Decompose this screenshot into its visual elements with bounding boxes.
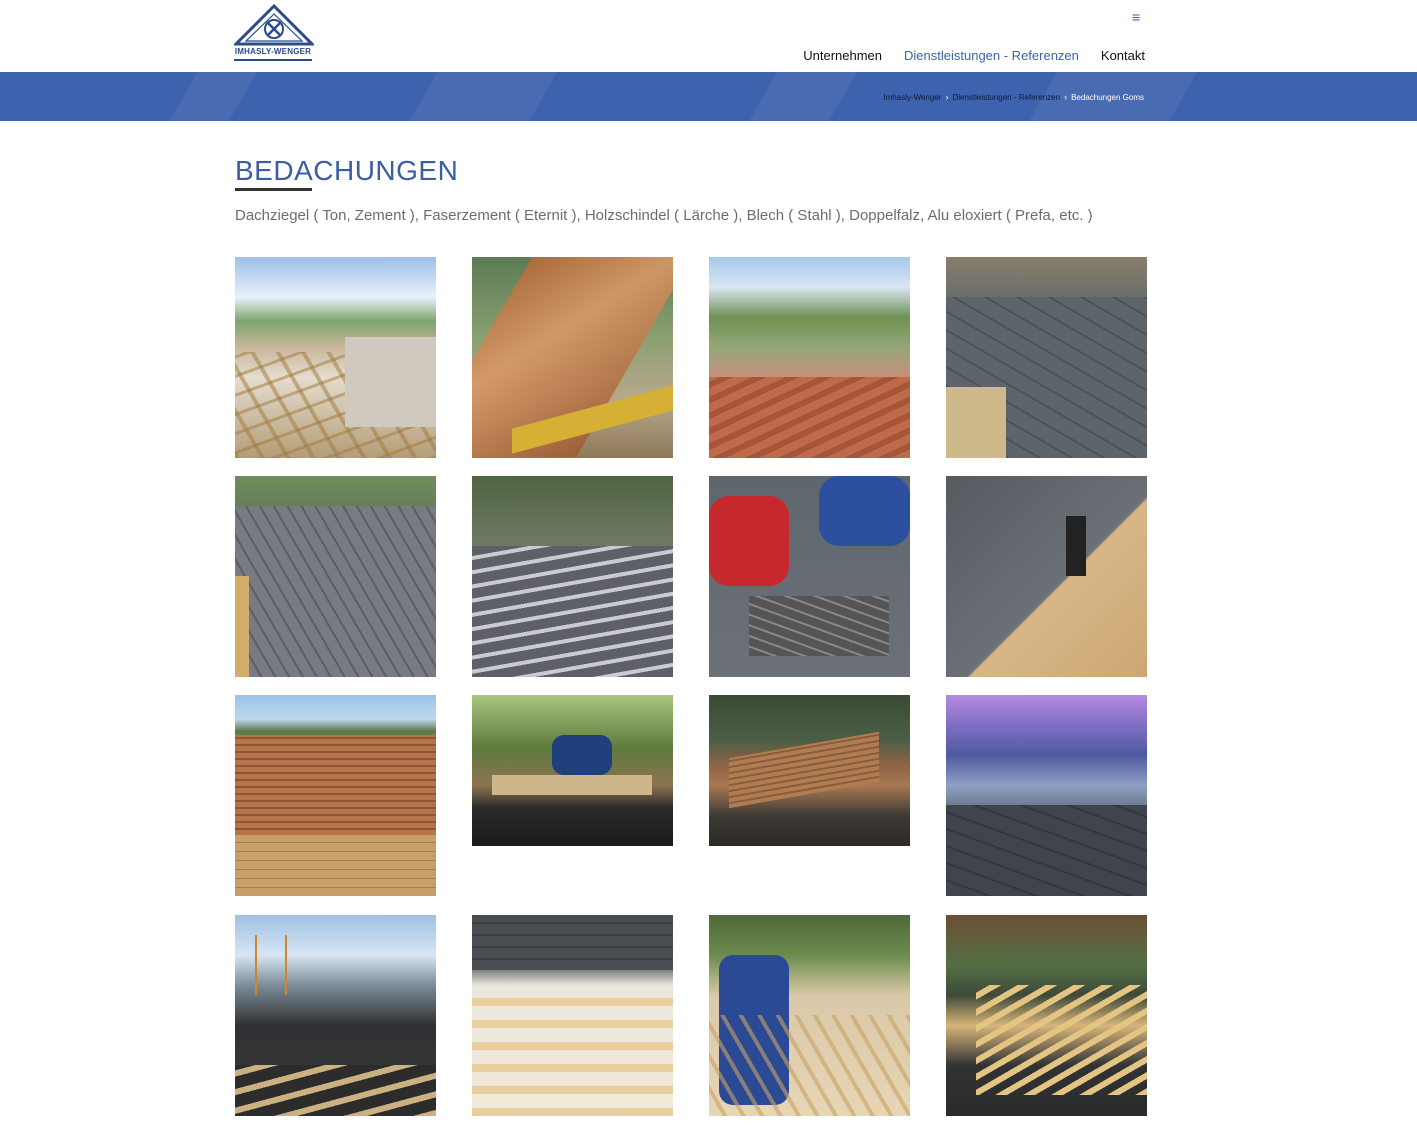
chevron-right-icon: › (945, 92, 949, 102)
photo-battens-village[interactable] (946, 915, 1147, 1116)
photo-slate-wood-chimney[interactable] (946, 476, 1147, 677)
photo-slate-rows[interactable] (472, 476, 673, 677)
page-title: BEDACHUNGEN (235, 155, 459, 186)
site-header (0, 0, 1417, 72)
photo-copper-gutter[interactable] (472, 257, 673, 458)
photo-workers-kneeling[interactable] (709, 476, 910, 677)
photo-clay-tiles-valley[interactable] (709, 257, 910, 458)
photo-roof-battens-sky[interactable] (235, 257, 436, 458)
hamburger-icon[interactable]: ≡ (1132, 9, 1141, 25)
photo-worker-forest-roof[interactable] (472, 695, 673, 846)
nav-item-unternehmen[interactable]: Unternehmen (803, 48, 883, 63)
photo-gallery (235, 257, 1148, 1117)
title-underline (235, 188, 312, 191)
company-logo[interactable] (234, 4, 314, 64)
photo-battens-tiles[interactable] (472, 915, 673, 1116)
page-banner (0, 72, 1417, 121)
breadcrumb (883, 92, 1144, 102)
nav-item-dienstleistungen[interactable]: Dienstleistungen - Referenzen (904, 48, 1079, 63)
chevron-right-icon: › (1064, 92, 1068, 102)
logo-underline (234, 59, 312, 61)
photo-workers-slate-roof[interactable] (235, 476, 436, 677)
photo-worker-cutting[interactable] (709, 915, 910, 1116)
photo-old-wood-cabin[interactable] (709, 695, 910, 846)
photo-wooden-shingle-house[interactable] (235, 695, 436, 896)
photo-scaffold-dark-roof[interactable] (235, 915, 436, 1116)
page-subtitle: Dachziegel ( Ton, Zement ), Faserzement ( Eternit ), Holzschindel ( Lärche ), Blech ( Stahl ), Doppelfalz, Alu eloxiert ( Prefa, etc. ) (235, 207, 1093, 224)
breadcrumb-current: Bedachungen Goms (1071, 92, 1144, 102)
photo-grey-slate-roof[interactable] (946, 257, 1147, 458)
breadcrumb-home[interactable]: Imhasly-Wenger (883, 92, 942, 102)
breadcrumb-dienstleistungen[interactable]: Dienstleistungen - Referenzen (952, 92, 1061, 102)
nav-item-kontakt[interactable]: Kontakt (1100, 48, 1145, 63)
photo-roof-purple-sky[interactable] (946, 695, 1147, 896)
logo-text: IMHASLY-WENGER (234, 47, 312, 56)
logo-house-icon (234, 4, 314, 48)
main-nav (803, 48, 1145, 63)
